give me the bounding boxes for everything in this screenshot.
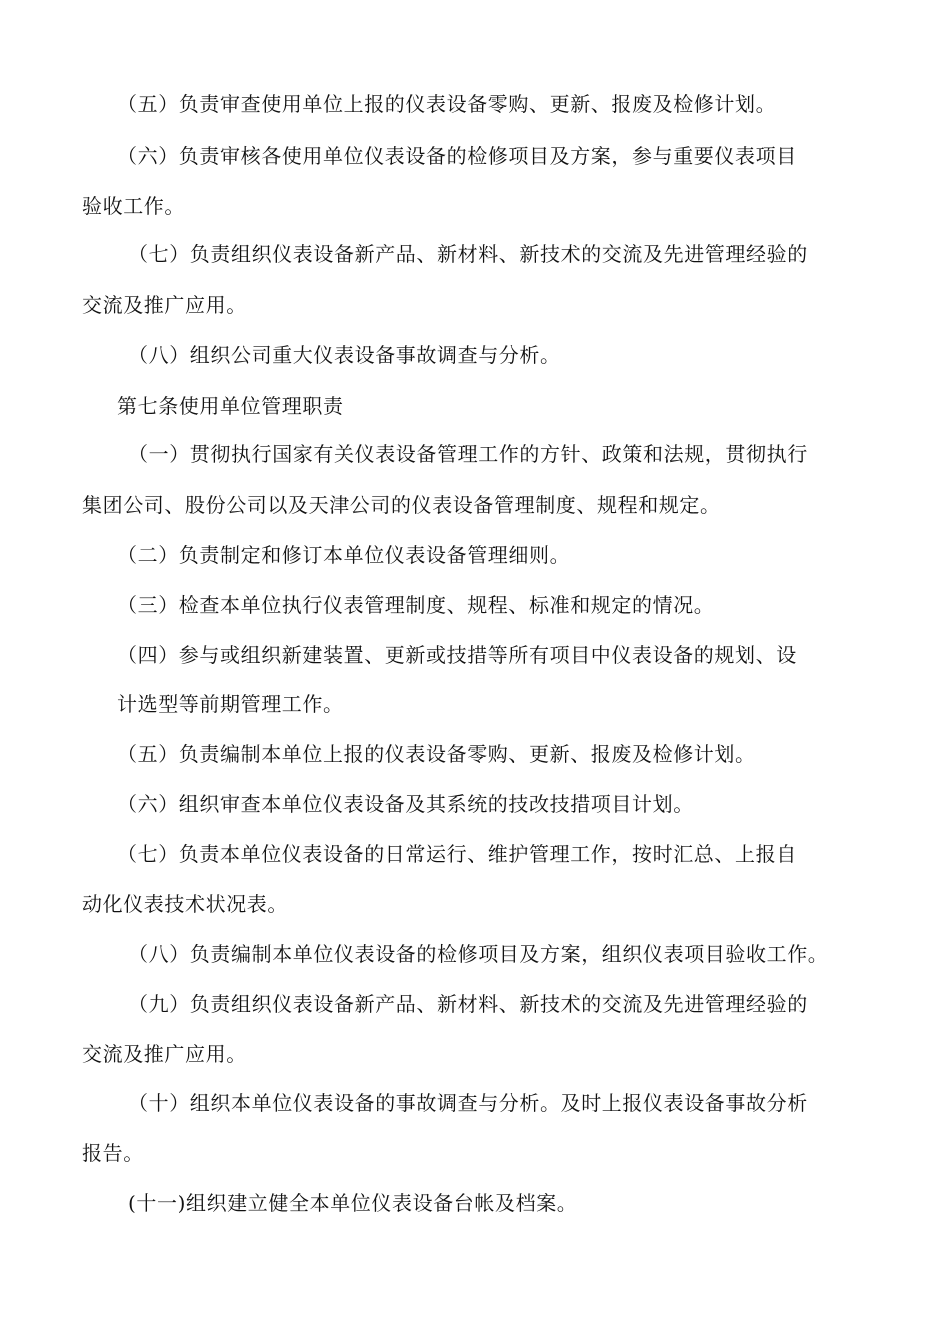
- paragraph-line: 报告。: [82, 1141, 144, 1165]
- paragraph-line: （二）负责制定和修订本单位仪表设备管理细则。: [117, 543, 571, 567]
- paragraph-line: （八）负责编制本单位仪表设备的检修项目及方案，组织仪表项目验收工作。: [128, 942, 829, 966]
- paragraph-line: 交流及推广应用。: [82, 1042, 247, 1066]
- paragraph-line: 交流及推广应用。: [82, 293, 247, 317]
- section-heading: 第七条使用单位管理职责: [117, 394, 344, 418]
- paragraph-line: （六）负责审核各使用单位仪表设备的检修项目及方案，参与重要仪表项目: [117, 144, 797, 168]
- paragraph-line: （十）组织本单位仪表设备的事故调查与分析。及时上报仪表设备事故分析: [128, 1091, 808, 1115]
- paragraph-line: （七）负责组织仪表设备新产品、新材料、新技术的交流及先进管理经验的: [128, 242, 808, 266]
- paragraph-line: （六）组织审查本单位仪表设备及其系统的技改技措项目计划。: [117, 792, 694, 816]
- paragraph-line: （五）负责审查使用单位上报的仪表设备零购、更新、报废及检修计划。: [117, 92, 777, 116]
- paragraph-line: 动化仪表技术状况表。: [82, 892, 288, 916]
- paragraph-line: （八）组织公司重大仪表设备事故调查与分析。: [128, 343, 561, 367]
- paragraph-line: 计选型等前期管理工作。: [117, 692, 344, 716]
- paragraph-line: 验收工作。: [82, 194, 185, 218]
- paragraph-line: （五）负责编制本单位上报的仪表设备零购、更新、报废及检修计划。: [117, 742, 756, 766]
- paragraph-line: （三）检查本单位执行仪表管理制度、规程、标准和规定的情况。: [117, 593, 715, 617]
- paragraph-line: 集团公司、股份公司以及天津公司的仪表设备管理制度、规程和规定。: [82, 493, 721, 517]
- paragraph-line: (十一)组织建立健全本单位仪表设备台帐及档案。: [128, 1191, 578, 1215]
- paragraph-line: （九）负责组织仪表设备新产品、新材料、新技术的交流及先进管理经验的: [128, 992, 808, 1016]
- paragraph-line: （七）负责本单位仪表设备的日常运行、维护管理工作，按时汇总、上报自: [117, 842, 797, 866]
- paragraph-line: （一）贯彻执行国家有关仪表设备管理工作的方针、政策和法规，贯彻执行: [128, 442, 808, 466]
- paragraph-line: （四）参与或组织新建装置、更新或技措等所有项目中仪表设备的规划、设: [117, 643, 797, 667]
